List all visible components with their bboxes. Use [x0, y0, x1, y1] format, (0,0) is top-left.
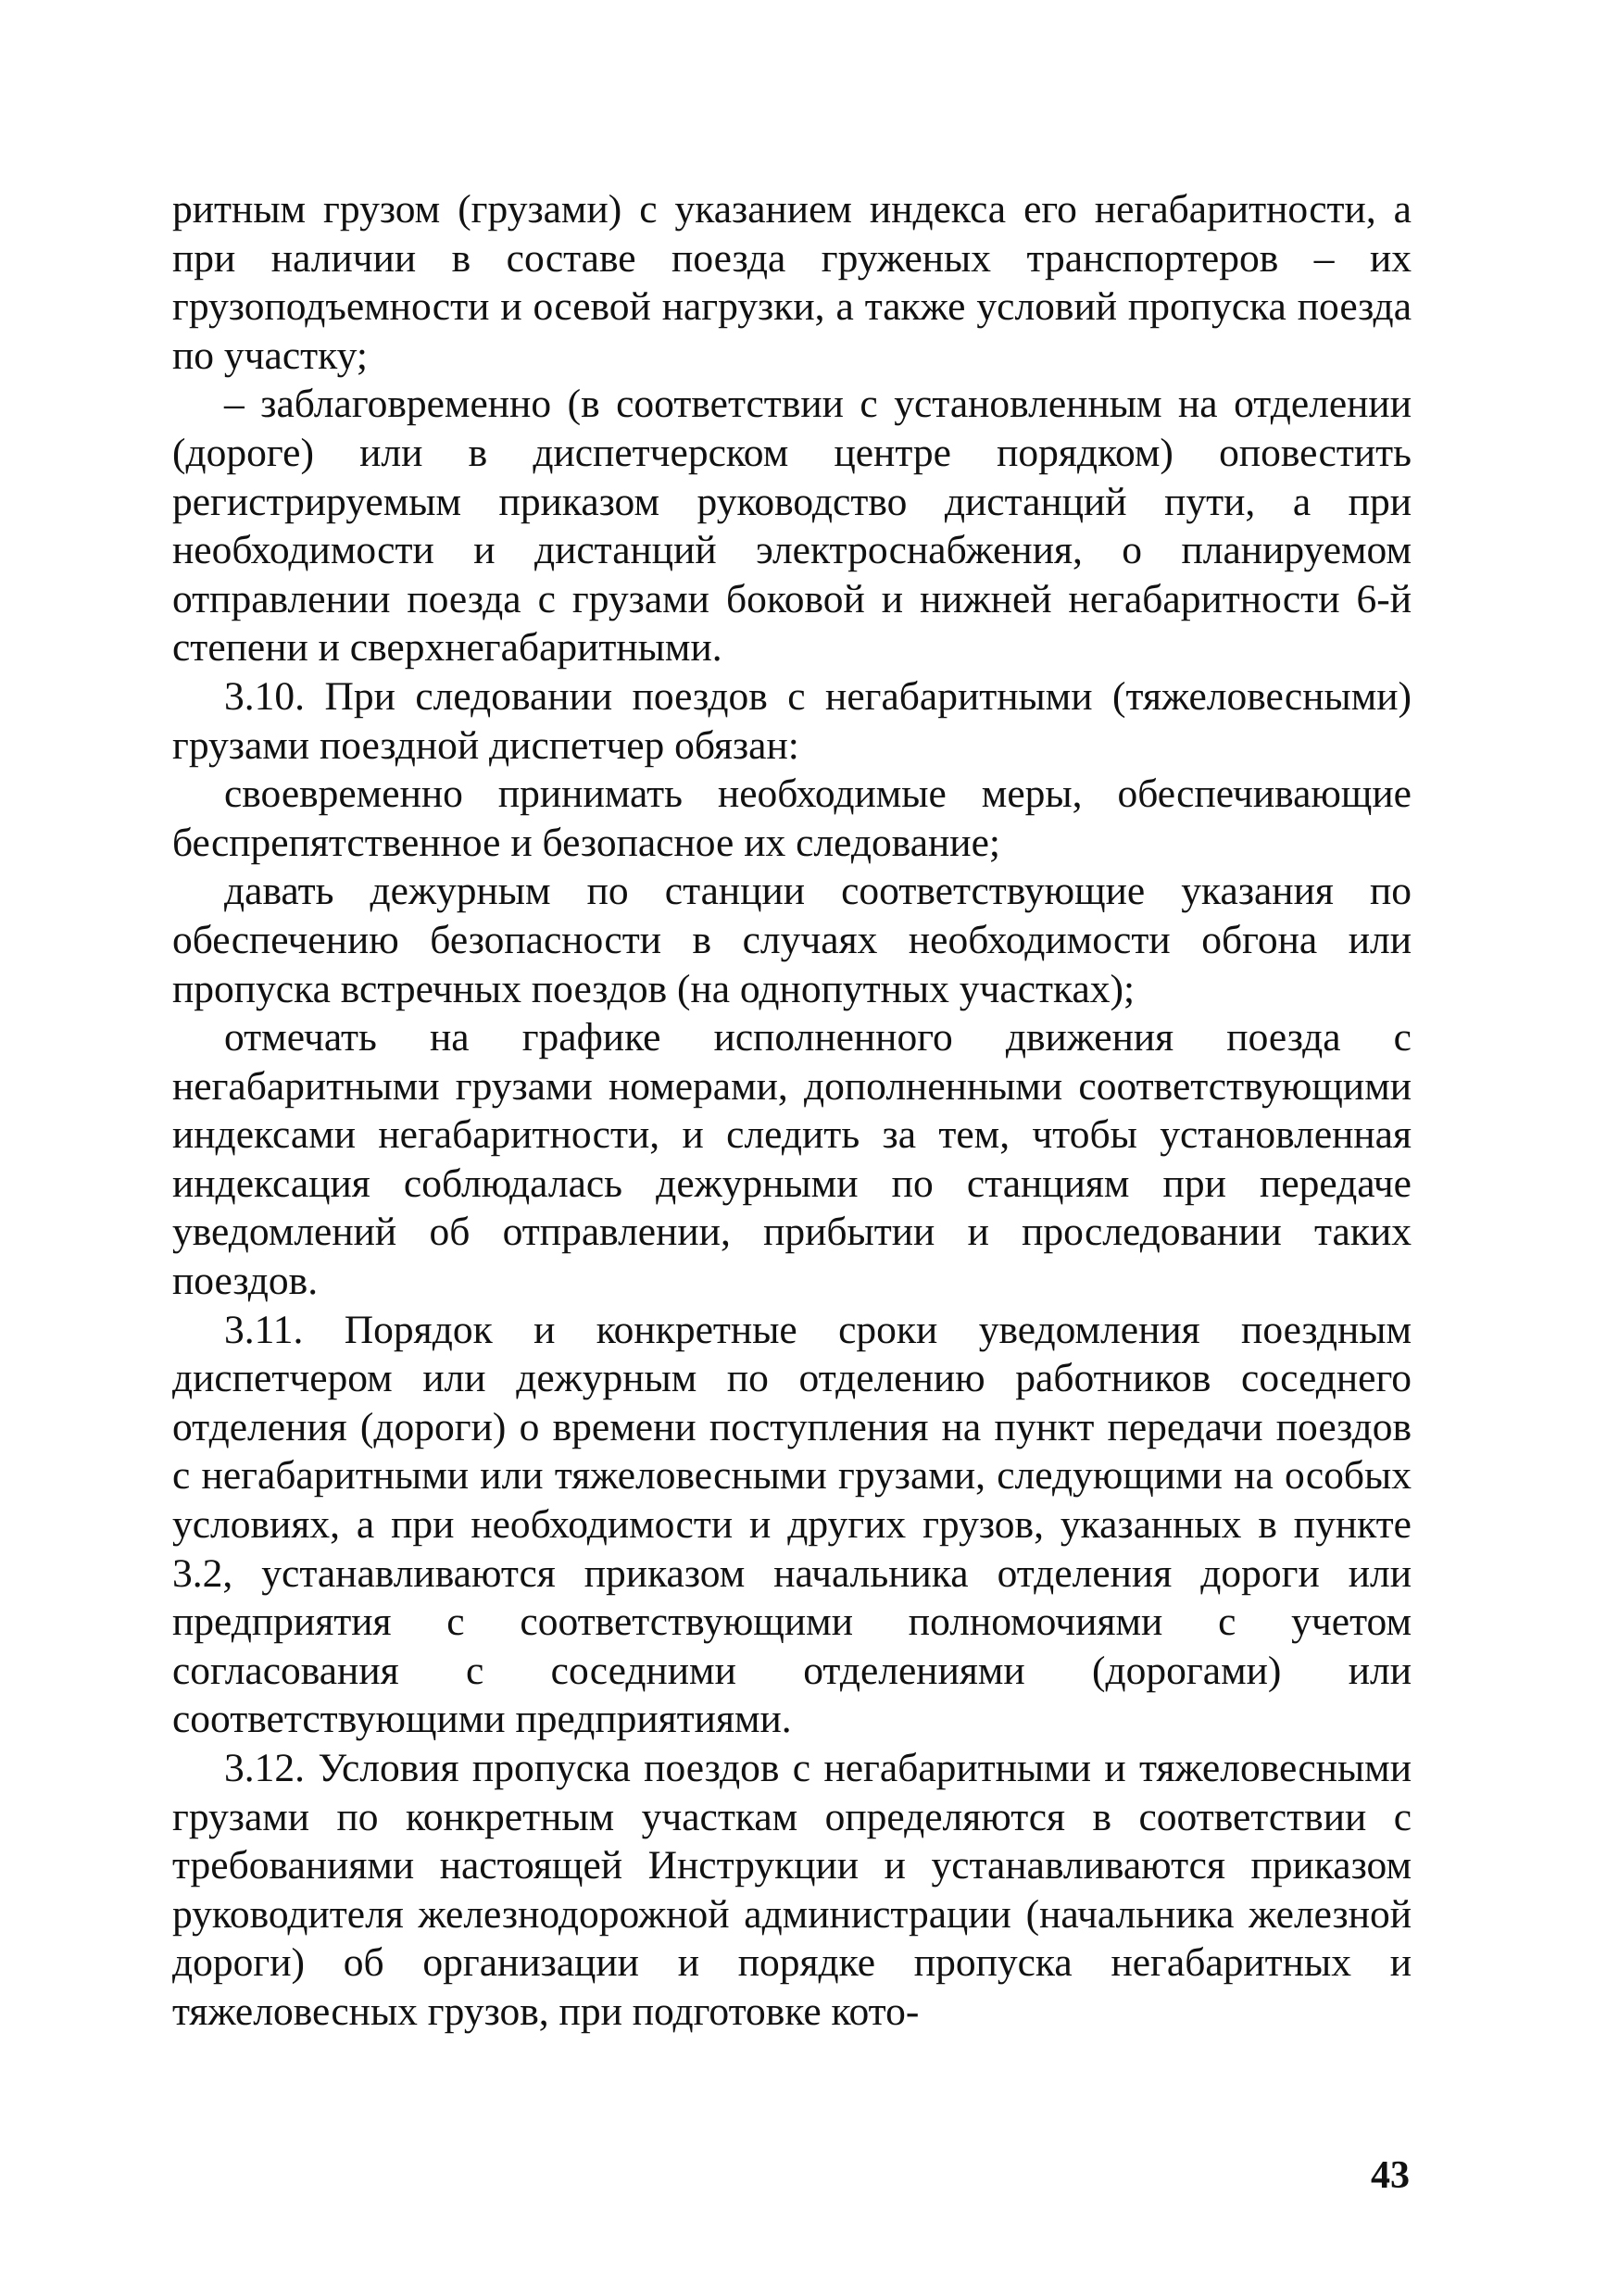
- paragraph-station-instructions: давать дежурным по станции соответствующие указания по обеспечению безопасности в случаях необходимости обгона или пропуска встречных поездов (на однопутных участках);: [172, 869, 1412, 1011]
- paragraph-section-3-10: 3.10. При следовании поездов с негабаритными (тяжеловесными) грузами поездной диспетчер обязан:: [172, 673, 1412, 768]
- paragraph-mark-schedule: отмечать на графике исполненного движения поезда с негабаритными грузами номерами, дополненными соответствующими индексами негабаритности, и следить за тем, чтобы установленная индексация соблюдалась дежурными по станциям при передаче уведомлений об отправлении, прибытии и проследовании таких поездов.: [172, 1015, 1412, 1304]
- paragraph-notify-distances: – заблаговременно (в соответствии с установленным на отделении (дороге) или в диспетчерском центре порядком) оповестить регистрируемым приказом руководство дистанций пути, а при необходимости и дистанций электроснабжения, о планируемом отправлении поезда с грузами боковой и нижней негабаритности 6-й степени и сверхнегабаритными.: [172, 382, 1412, 671]
- paragraph-timely-measures: своевременно принимать необходимые меры, обеспечивающие беспрепятственное и безопасное их следование;: [172, 772, 1412, 865]
- page-number: 43: [1371, 2154, 1410, 2197]
- paragraph-continuation: ритным грузом (грузами) с указанием индекса его негабаритности, а при наличии в составе поезда груженых транспортеров – их грузоподъемности и осевой нагрузки, а также условий пропуска поезда по участку;: [172, 187, 1412, 378]
- body-text: [172, 185, 1412, 2037]
- paragraph-section-3-12: 3.12. Условия пропуска поездов с негабаритными и тяжеловесными грузами по конкретным участкам определяются в соответствии с требованиями настоящей Инструкции и устанавливаются приказом руководителя железнодорожной администрации (начальника железной дороги) об организации и порядке пропуска негабаритных и тяжеловесных грузов, при подготовке кото-: [172, 1746, 1412, 2034]
- paragraph-section-3-11: 3.11. Порядок и конкретные сроки уведомления поездным диспетчером или дежурным по отделению работников соседнего отделения (дороги) о времени поступления на пункт передачи поездов с негабаритными или тяжеловесными грузами, следующими на особых условиях, а при необходимости и других грузов, указанных в пункте 3.2, устанавливаются приказом начальника отделения дороги или предприятия с соответствующими полномочиями с учетом согласования с соседними отделениями (дорогами) или соответствующими предприятиями.: [172, 1307, 1412, 1742]
